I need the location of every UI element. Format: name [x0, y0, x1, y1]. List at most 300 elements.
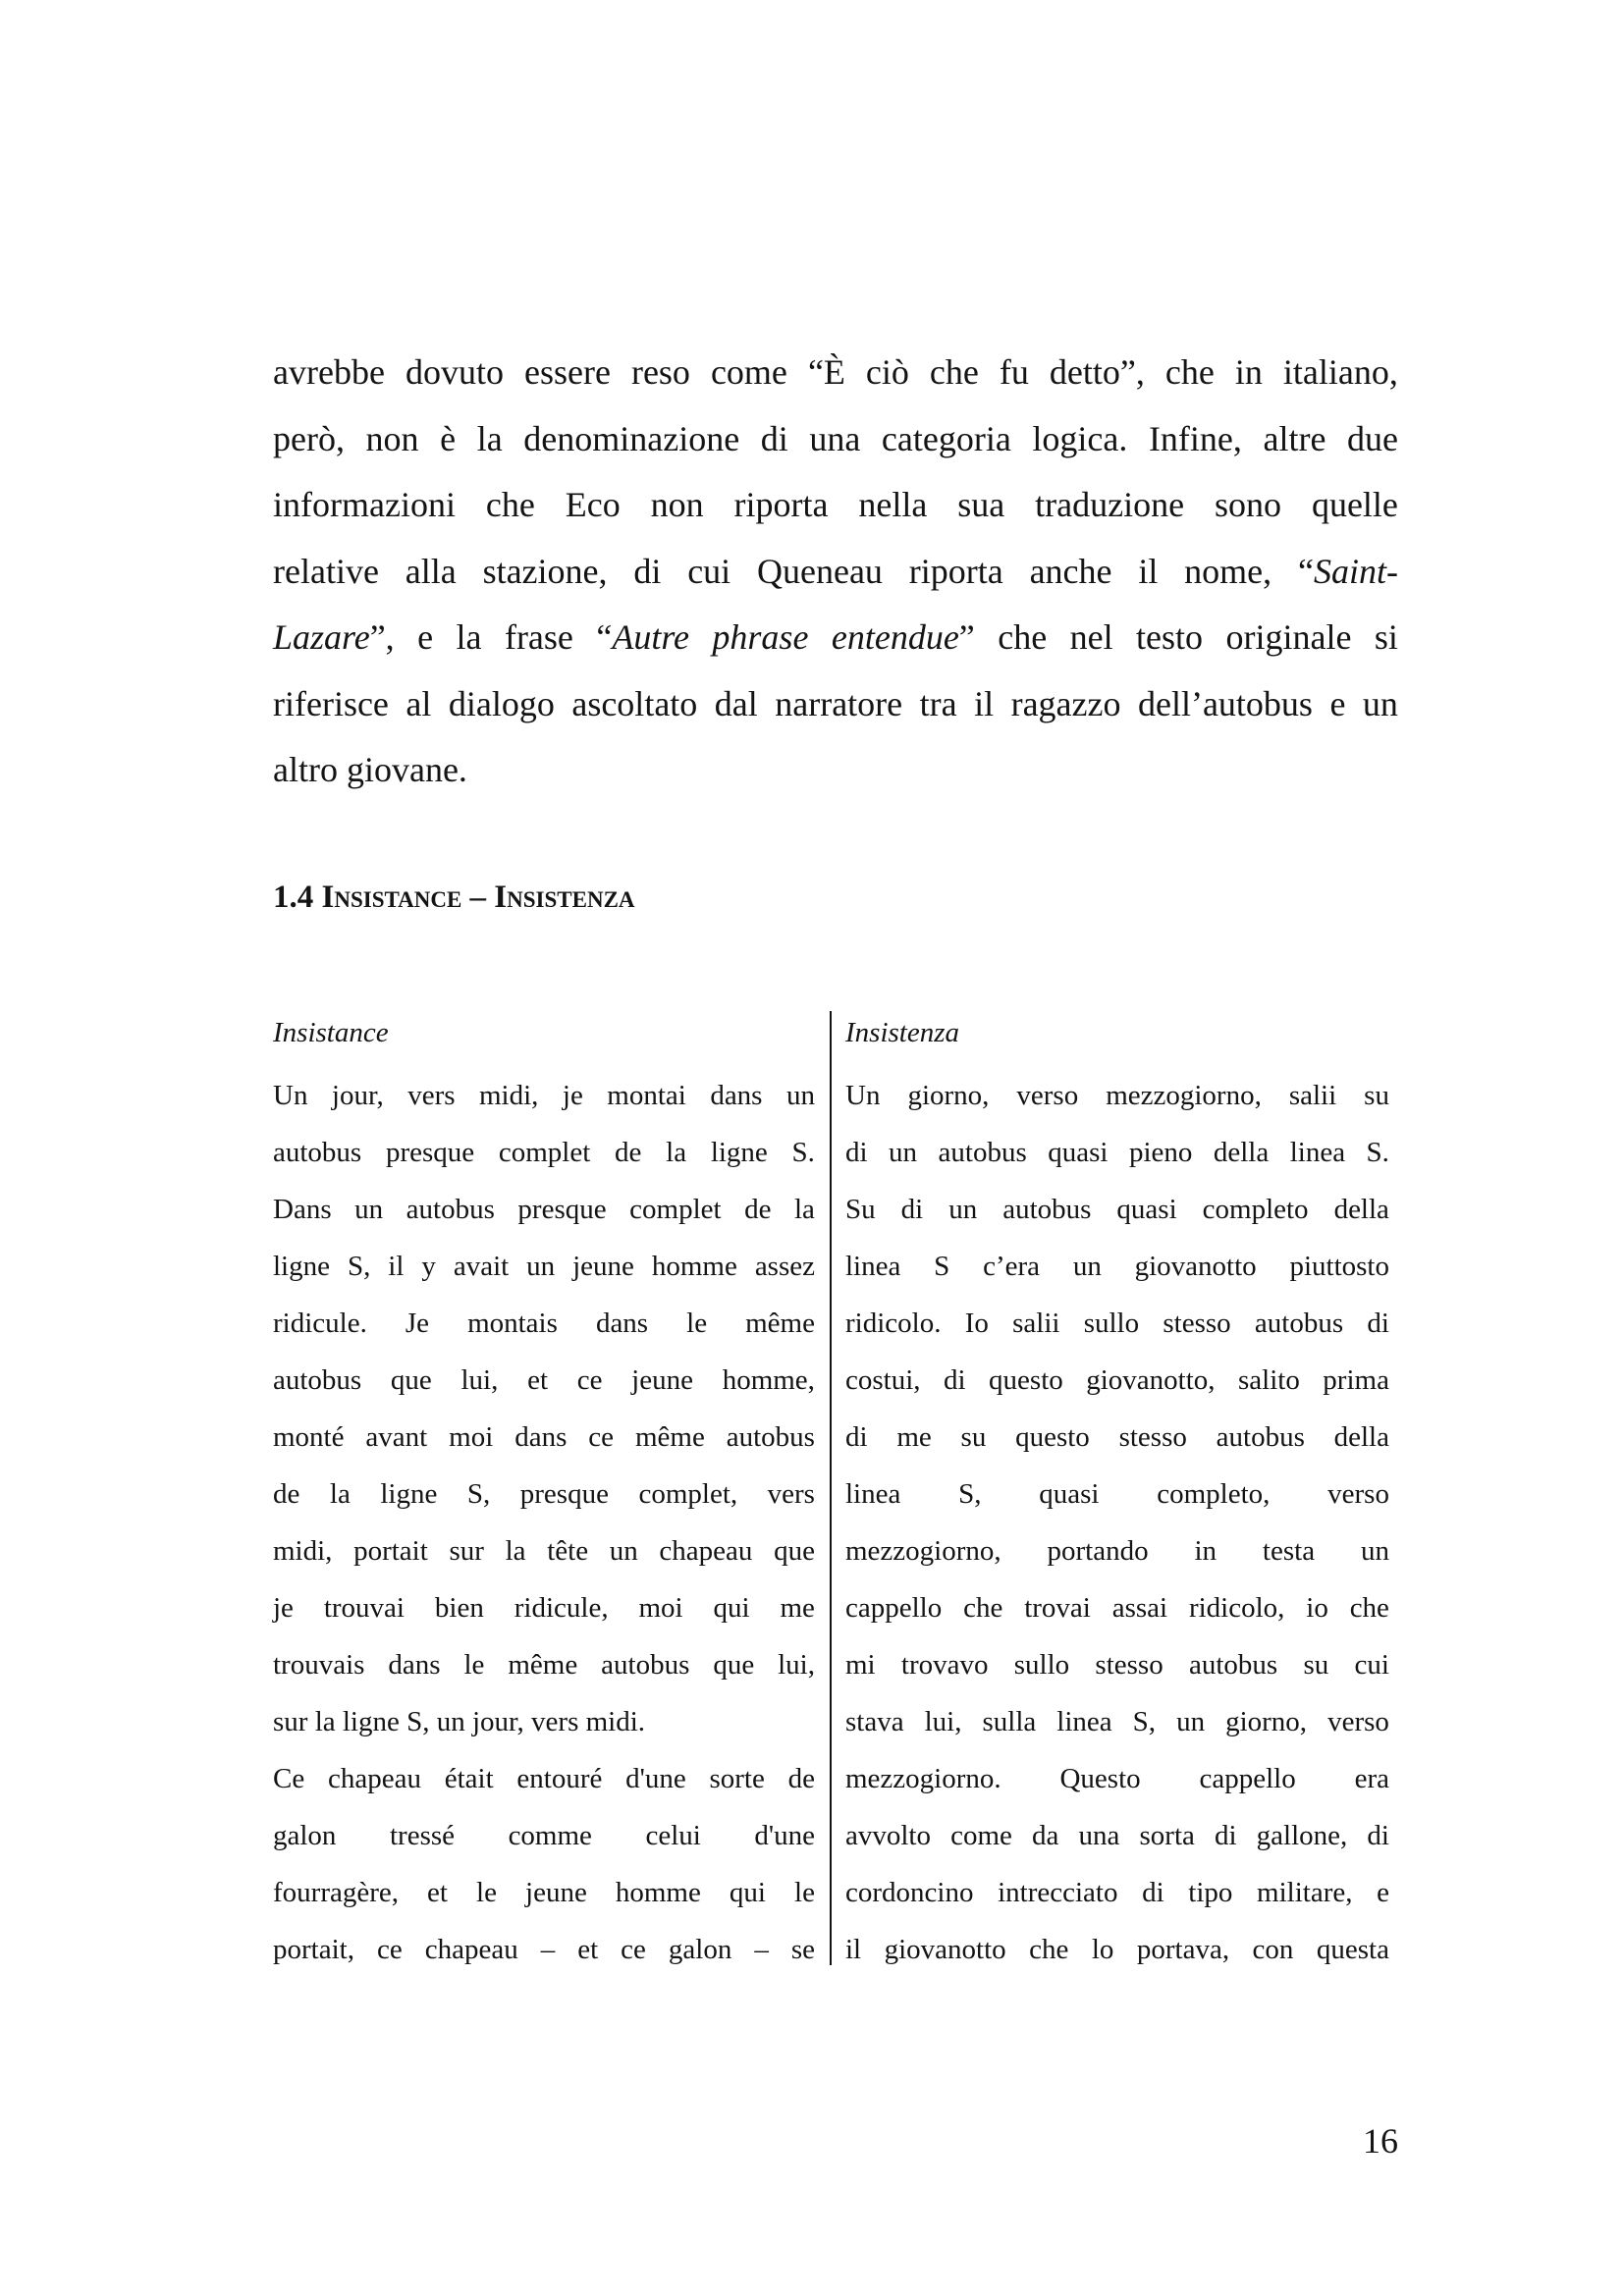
word: narratore	[775, 683, 903, 723]
word: linea	[1056, 1706, 1112, 1737]
word: même	[634, 1421, 705, 1453]
italian-column	[845, 1011, 1389, 1978]
word: jeune	[572, 1251, 634, 1282]
intro-line	[273, 539, 1398, 606]
word: avait	[453, 1251, 510, 1282]
word: monté	[273, 1421, 345, 1453]
word: della	[1333, 1421, 1389, 1453]
word: ligne	[380, 1478, 438, 1510]
word: la	[476, 418, 503, 458]
word: que	[774, 1535, 815, 1567]
word: dans	[514, 1421, 568, 1453]
word: con	[1252, 1934, 1294, 1965]
word: un	[1360, 1535, 1389, 1567]
word: je	[562, 1080, 583, 1111]
word: di	[760, 418, 788, 458]
word: sulla	[982, 1706, 1037, 1737]
word: cappello	[1199, 1763, 1296, 1794]
word: autobus	[1188, 1649, 1278, 1681]
column-divider	[830, 1011, 832, 1965]
word: che	[929, 352, 979, 392]
italian-line	[845, 1921, 1389, 1978]
word: ce	[621, 1934, 646, 1965]
word: S,	[958, 1478, 982, 1510]
word: sorta	[1139, 1820, 1195, 1851]
intro-line	[273, 472, 1398, 539]
italian-line	[845, 1124, 1389, 1181]
word: sur	[449, 1535, 484, 1567]
word: era	[1354, 1763, 1389, 1794]
word: de	[744, 1194, 772, 1225]
intro-paragraph	[273, 340, 1398, 804]
french-line	[273, 1352, 815, 1409]
word: chapeau	[659, 1535, 753, 1567]
word: “Saint-	[1297, 551, 1398, 591]
word: “Autre	[596, 617, 689, 657]
word: ligne	[273, 1251, 330, 1282]
word: chapeau	[327, 1763, 421, 1794]
word: homme	[651, 1251, 737, 1282]
word: dans	[710, 1080, 763, 1111]
word: homme,	[722, 1364, 815, 1396]
word: montai	[607, 1080, 686, 1111]
word: Eco	[565, 485, 621, 524]
word: homme	[615, 1877, 701, 1908]
word: un	[354, 1194, 384, 1225]
word: d'une	[754, 1820, 815, 1851]
word: in	[1234, 352, 1263, 392]
italian-line	[845, 1352, 1389, 1409]
word: dialogo	[448, 683, 555, 723]
word: trovavo	[900, 1649, 989, 1681]
word: quasi	[1116, 1194, 1177, 1225]
word: complet	[498, 1137, 591, 1168]
page-number: 16	[1363, 2121, 1398, 2161]
word: Infine,	[1148, 418, 1242, 458]
word: fu	[999, 352, 1029, 392]
word: ridicolo.	[845, 1308, 942, 1339]
word: se	[790, 1934, 815, 1965]
word: lo	[1091, 1934, 1114, 1965]
word: la	[329, 1478, 351, 1510]
intro-line-7: altro giovane.	[273, 750, 467, 789]
word: ridicule.	[273, 1308, 367, 1339]
word: et	[427, 1877, 448, 1908]
word: come	[950, 1820, 1012, 1851]
word: le	[463, 1649, 485, 1681]
word: linea	[845, 1251, 901, 1282]
word: et	[527, 1364, 549, 1396]
intro-line	[273, 737, 1398, 804]
word: questo	[989, 1364, 1063, 1396]
word: portait	[353, 1535, 428, 1567]
word: midi,	[479, 1080, 539, 1111]
word: reso	[630, 352, 690, 392]
word: entouré	[516, 1763, 603, 1794]
word: un	[785, 1080, 815, 1111]
word: autobus	[273, 1364, 362, 1396]
word: informazioni	[273, 485, 456, 524]
word: essere	[523, 352, 611, 392]
section-title-it: Insistenza	[494, 880, 635, 915]
word: bien	[434, 1592, 484, 1624]
word: che	[1029, 1934, 1069, 1965]
word: il	[845, 1934, 862, 1965]
word: quasi	[1048, 1137, 1109, 1168]
word: relative	[273, 551, 379, 591]
word: quasi	[1039, 1478, 1100, 1510]
word: alla	[405, 551, 457, 591]
word: galon	[273, 1820, 337, 1851]
french-line	[273, 1636, 815, 1693]
word: sua	[957, 485, 1005, 524]
word: le	[476, 1877, 497, 1908]
intro-line	[273, 671, 1398, 738]
word: di	[1142, 1877, 1164, 1908]
word: la	[666, 1137, 687, 1168]
word: Lazare”,	[273, 617, 395, 657]
word: vers	[407, 1080, 456, 1111]
word: autobus	[273, 1137, 362, 1168]
italian-line	[845, 1693, 1389, 1750]
word: linea	[845, 1478, 901, 1510]
word: originale	[1225, 617, 1352, 657]
italian-line	[845, 1181, 1389, 1238]
italian-line	[845, 1409, 1389, 1466]
french-line	[273, 1864, 815, 1921]
french-line	[273, 1522, 815, 1579]
word: cui	[687, 551, 731, 591]
word: tipo	[1188, 1877, 1233, 1908]
word: jeune	[631, 1364, 693, 1396]
word: un	[1362, 683, 1398, 723]
word: S,	[1132, 1706, 1157, 1737]
word: avant	[365, 1421, 428, 1453]
word: non	[365, 418, 419, 458]
word: di	[633, 551, 662, 591]
word: un	[609, 1535, 638, 1567]
word: gallone,	[1256, 1820, 1348, 1851]
french-line	[273, 1750, 815, 1807]
word: avrebbe	[273, 352, 385, 392]
word: intrecciato	[998, 1877, 1118, 1908]
italian-line	[845, 1522, 1389, 1579]
word: cui	[1354, 1649, 1389, 1681]
word: galon	[668, 1934, 732, 1965]
word: piuttosto	[1289, 1251, 1389, 1282]
word: S,	[347, 1251, 371, 1282]
word: italiano,	[1282, 352, 1398, 392]
word: autobus	[1002, 1194, 1092, 1225]
word: giorno,	[1225, 1706, 1308, 1737]
word: ligne	[710, 1137, 768, 1168]
word: lui,	[460, 1364, 499, 1396]
word: di	[1367, 1820, 1389, 1851]
word: S.	[791, 1137, 815, 1168]
french-line	[273, 1409, 815, 1466]
word: su	[1364, 1080, 1389, 1111]
word: trovai	[1024, 1592, 1091, 1624]
word: ce	[576, 1364, 603, 1396]
word: moi	[638, 1592, 683, 1624]
italian-line	[845, 1466, 1389, 1522]
word: tête	[547, 1535, 589, 1567]
word: però,	[273, 418, 345, 458]
word: la	[505, 1535, 526, 1567]
word: montais	[467, 1308, 558, 1339]
word: e	[1377, 1877, 1389, 1908]
word: giovanotto	[1134, 1251, 1257, 1282]
word: Un	[273, 1080, 308, 1111]
intro-line	[273, 406, 1398, 473]
word: tressé	[389, 1820, 456, 1851]
word: un	[889, 1137, 918, 1168]
word: stava	[845, 1706, 904, 1737]
word: trouvais	[273, 1649, 365, 1681]
word: comme	[508, 1820, 592, 1851]
word: verso	[1327, 1706, 1389, 1737]
word: salii	[1288, 1080, 1337, 1111]
word: sullo	[1013, 1649, 1070, 1681]
section-heading	[273, 880, 635, 916]
word: presque	[385, 1137, 475, 1168]
word: ce	[588, 1421, 615, 1453]
word: le	[794, 1877, 815, 1908]
word: cappello	[845, 1592, 943, 1624]
word: Io	[964, 1308, 989, 1339]
word: linea	[1289, 1137, 1346, 1168]
italian-line	[845, 1864, 1389, 1921]
word: pieno	[1128, 1137, 1193, 1168]
word: una	[809, 418, 861, 458]
word: sono	[1215, 485, 1282, 524]
word: dal	[714, 683, 758, 723]
word: la	[456, 617, 482, 657]
word: et	[577, 1934, 599, 1965]
word: le	[686, 1308, 708, 1339]
word: fourragère,	[273, 1877, 399, 1908]
italian-line	[845, 1807, 1389, 1864]
french-column-title: Insistance	[273, 1017, 389, 1048]
word: ragazzo	[1010, 683, 1121, 723]
italic-term: Saint-	[1313, 551, 1398, 591]
word: qui	[729, 1877, 766, 1908]
word: su	[1303, 1649, 1329, 1681]
word: ridicolo,	[1188, 1592, 1285, 1624]
word: completo	[1202, 1194, 1309, 1225]
intro-line	[273, 605, 1398, 671]
word: Su	[845, 1194, 876, 1225]
word: che	[963, 1592, 1003, 1624]
word: qui	[713, 1592, 750, 1624]
word: costui,	[845, 1364, 921, 1396]
word: non	[650, 485, 704, 524]
word: testa	[1262, 1535, 1316, 1567]
italian-line	[845, 1067, 1389, 1124]
word: su	[960, 1421, 987, 1453]
word: una	[1078, 1820, 1120, 1851]
french-line	[273, 1295, 815, 1352]
word: –	[540, 1934, 556, 1965]
word: detto”,	[1049, 352, 1145, 392]
word: de	[615, 1137, 642, 1168]
word	[712, 605, 808, 671]
word: était	[444, 1763, 494, 1794]
word: di	[900, 1194, 924, 1225]
word: autobus	[1254, 1308, 1344, 1339]
italian-line	[845, 1579, 1389, 1636]
word: complet	[629, 1194, 722, 1225]
italic-term: entendue	[831, 617, 959, 657]
word: mezzogiorno,	[845, 1535, 1001, 1567]
word: sullo	[1083, 1308, 1140, 1339]
french-line-text: sur la ligne S, un jour, vers midi.	[273, 1706, 646, 1737]
word: militare,	[1257, 1877, 1353, 1908]
word: che	[1164, 352, 1215, 392]
word: come	[710, 352, 787, 392]
word: logica.	[1032, 418, 1128, 458]
italic-term: Lazare	[273, 617, 370, 657]
word: sorte	[709, 1763, 765, 1794]
word: un	[1176, 1706, 1206, 1737]
word: Je	[405, 1308, 430, 1339]
intro-line	[273, 340, 1398, 406]
word: il	[388, 1251, 405, 1282]
word: vers	[767, 1478, 815, 1510]
word: portando	[1047, 1535, 1149, 1567]
word: stesso	[1095, 1649, 1163, 1681]
section-title-fr: Insistance	[321, 880, 462, 915]
word: stazione,	[482, 551, 608, 591]
word: S,	[466, 1478, 491, 1510]
word: che	[998, 617, 1048, 657]
french-line	[273, 1807, 815, 1864]
french-line	[273, 1466, 815, 1522]
word: completo,	[1157, 1478, 1271, 1510]
word: dovuto	[405, 352, 504, 392]
word: nel	[1069, 617, 1113, 657]
french-line	[273, 1693, 815, 1750]
word: que	[390, 1364, 432, 1396]
word: de	[787, 1763, 815, 1794]
word: è	[440, 418, 457, 458]
word: moi	[449, 1421, 494, 1453]
italian-line	[845, 1750, 1389, 1807]
word: un	[526, 1251, 556, 1282]
word: ridicule,	[514, 1592, 609, 1624]
word: –	[754, 1934, 769, 1965]
word: de	[273, 1478, 300, 1510]
word: je	[273, 1592, 294, 1624]
word: cordoncino	[845, 1877, 974, 1908]
word: entendue”	[831, 617, 975, 657]
word: che	[485, 485, 535, 524]
word: portava,	[1136, 1934, 1230, 1965]
section-dash: –	[469, 880, 487, 915]
word: ascoltato	[571, 683, 698, 723]
word: S	[934, 1251, 950, 1282]
word: il	[974, 683, 995, 723]
word: della	[1333, 1194, 1389, 1225]
word: autobus	[1216, 1421, 1305, 1453]
word: presque	[517, 1194, 607, 1225]
word: dell’autobus	[1137, 683, 1313, 723]
word: presque	[519, 1478, 609, 1510]
word: la	[794, 1194, 815, 1225]
word: lui,	[924, 1706, 962, 1737]
word: di	[1214, 1820, 1237, 1851]
word: tra	[919, 683, 957, 723]
word: trouvai	[323, 1592, 405, 1624]
word: me	[780, 1592, 815, 1624]
word: assai	[1111, 1592, 1168, 1624]
word: in	[1194, 1535, 1217, 1567]
word: al	[406, 683, 432, 723]
word: c’era	[983, 1251, 1041, 1282]
french-line	[273, 1124, 815, 1181]
word: autobus	[406, 1194, 495, 1225]
italian-line	[845, 1636, 1389, 1693]
word: chapeau	[424, 1934, 518, 1965]
word: autobus	[726, 1421, 815, 1453]
french-line	[273, 1181, 815, 1238]
word: midi,	[273, 1535, 333, 1567]
word: questa	[1316, 1934, 1389, 1965]
word: della	[1213, 1137, 1270, 1168]
word: salii	[1012, 1308, 1060, 1339]
word: il	[1138, 551, 1159, 591]
word: di	[845, 1137, 868, 1168]
french-line	[273, 1579, 815, 1636]
italic-term: phrase	[712, 617, 809, 657]
word: testo	[1136, 617, 1204, 657]
word: verso	[1327, 1478, 1389, 1510]
french-line	[273, 1238, 815, 1295]
word: celui	[645, 1820, 701, 1851]
word: Un	[845, 1080, 881, 1111]
word: prima	[1323, 1364, 1389, 1396]
word: salito	[1237, 1364, 1300, 1396]
word: complet,	[638, 1478, 738, 1510]
word: mi	[845, 1649, 876, 1681]
word: Queneau	[757, 551, 883, 591]
word: nella	[858, 485, 928, 524]
word: quelle	[1311, 485, 1398, 524]
italian-line	[845, 1238, 1389, 1295]
word: due	[1347, 418, 1398, 458]
word: altre	[1263, 418, 1326, 458]
word: nome,	[1184, 551, 1272, 591]
word: riporta	[908, 551, 1003, 591]
word: portait,	[273, 1934, 354, 1965]
word: riferisce	[273, 683, 389, 723]
word: frase	[504, 617, 573, 657]
word: e	[417, 617, 434, 657]
word: jour,	[331, 1080, 384, 1111]
word: denominazione	[523, 418, 740, 458]
word: verso	[1016, 1080, 1079, 1111]
word: da	[1032, 1820, 1059, 1851]
word: traduzione	[1035, 485, 1185, 524]
word: di	[944, 1364, 966, 1396]
word: stesso	[1118, 1421, 1187, 1453]
word: Dans	[273, 1194, 332, 1225]
word: ce	[376, 1934, 403, 1965]
word: autobus	[601, 1649, 690, 1681]
word: mezzogiorno.	[845, 1763, 1001, 1794]
word: di	[1367, 1308, 1389, 1339]
french-line	[273, 1921, 815, 1978]
